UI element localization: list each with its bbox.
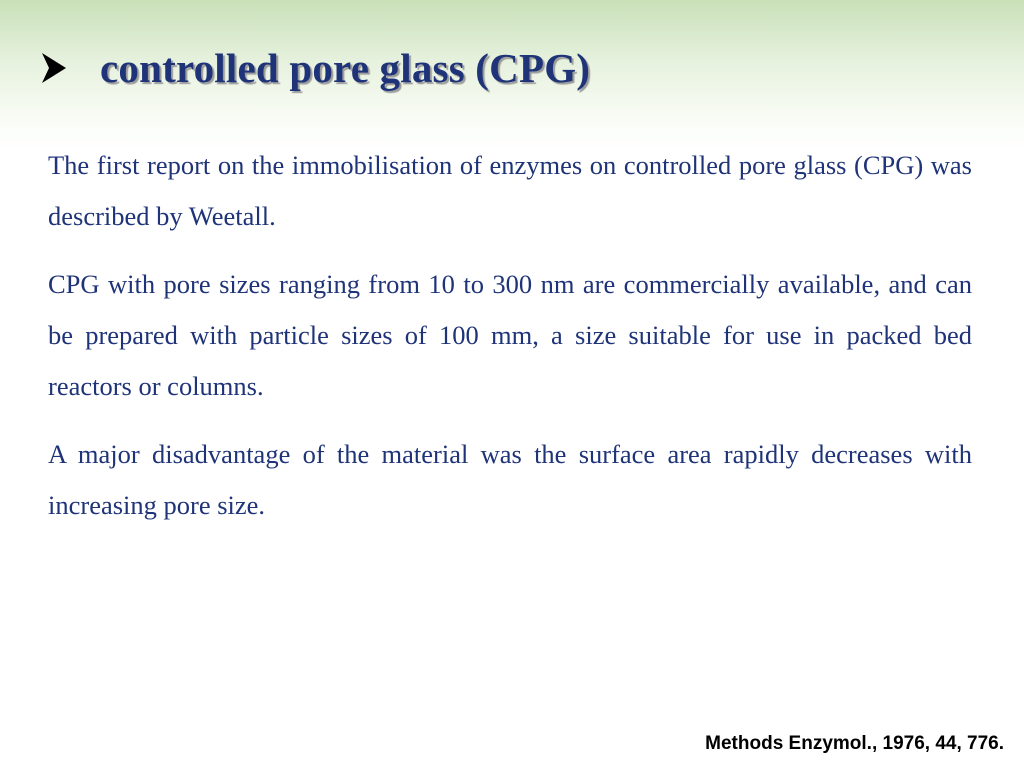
paragraph-pore-sizes: CPG with pore sizes ranging from 10 to 300 nm are commercially available, and can be prepared with particle sizes of 100 mm, a size suitable for use in packed bed reactors or columns. [48,269,972,401]
slide-title: controlled pore glass (CPG) [100,45,591,91]
citation-reference: Methods Enzymol., 1976, 44, 776. [705,733,1004,754]
paragraph-disadvantage: A major disadvantage of the material was the surface area rapidly decreases with increasing pore size. [48,439,972,520]
slide-body [48,140,972,548]
title-row [42,38,590,98]
paragraph-first-report: The first report on the immobilisation of enzymes on controlled pore glass (CPG) was described by Weetall. [48,150,972,231]
arrowhead-bullet-icon [42,53,66,83]
